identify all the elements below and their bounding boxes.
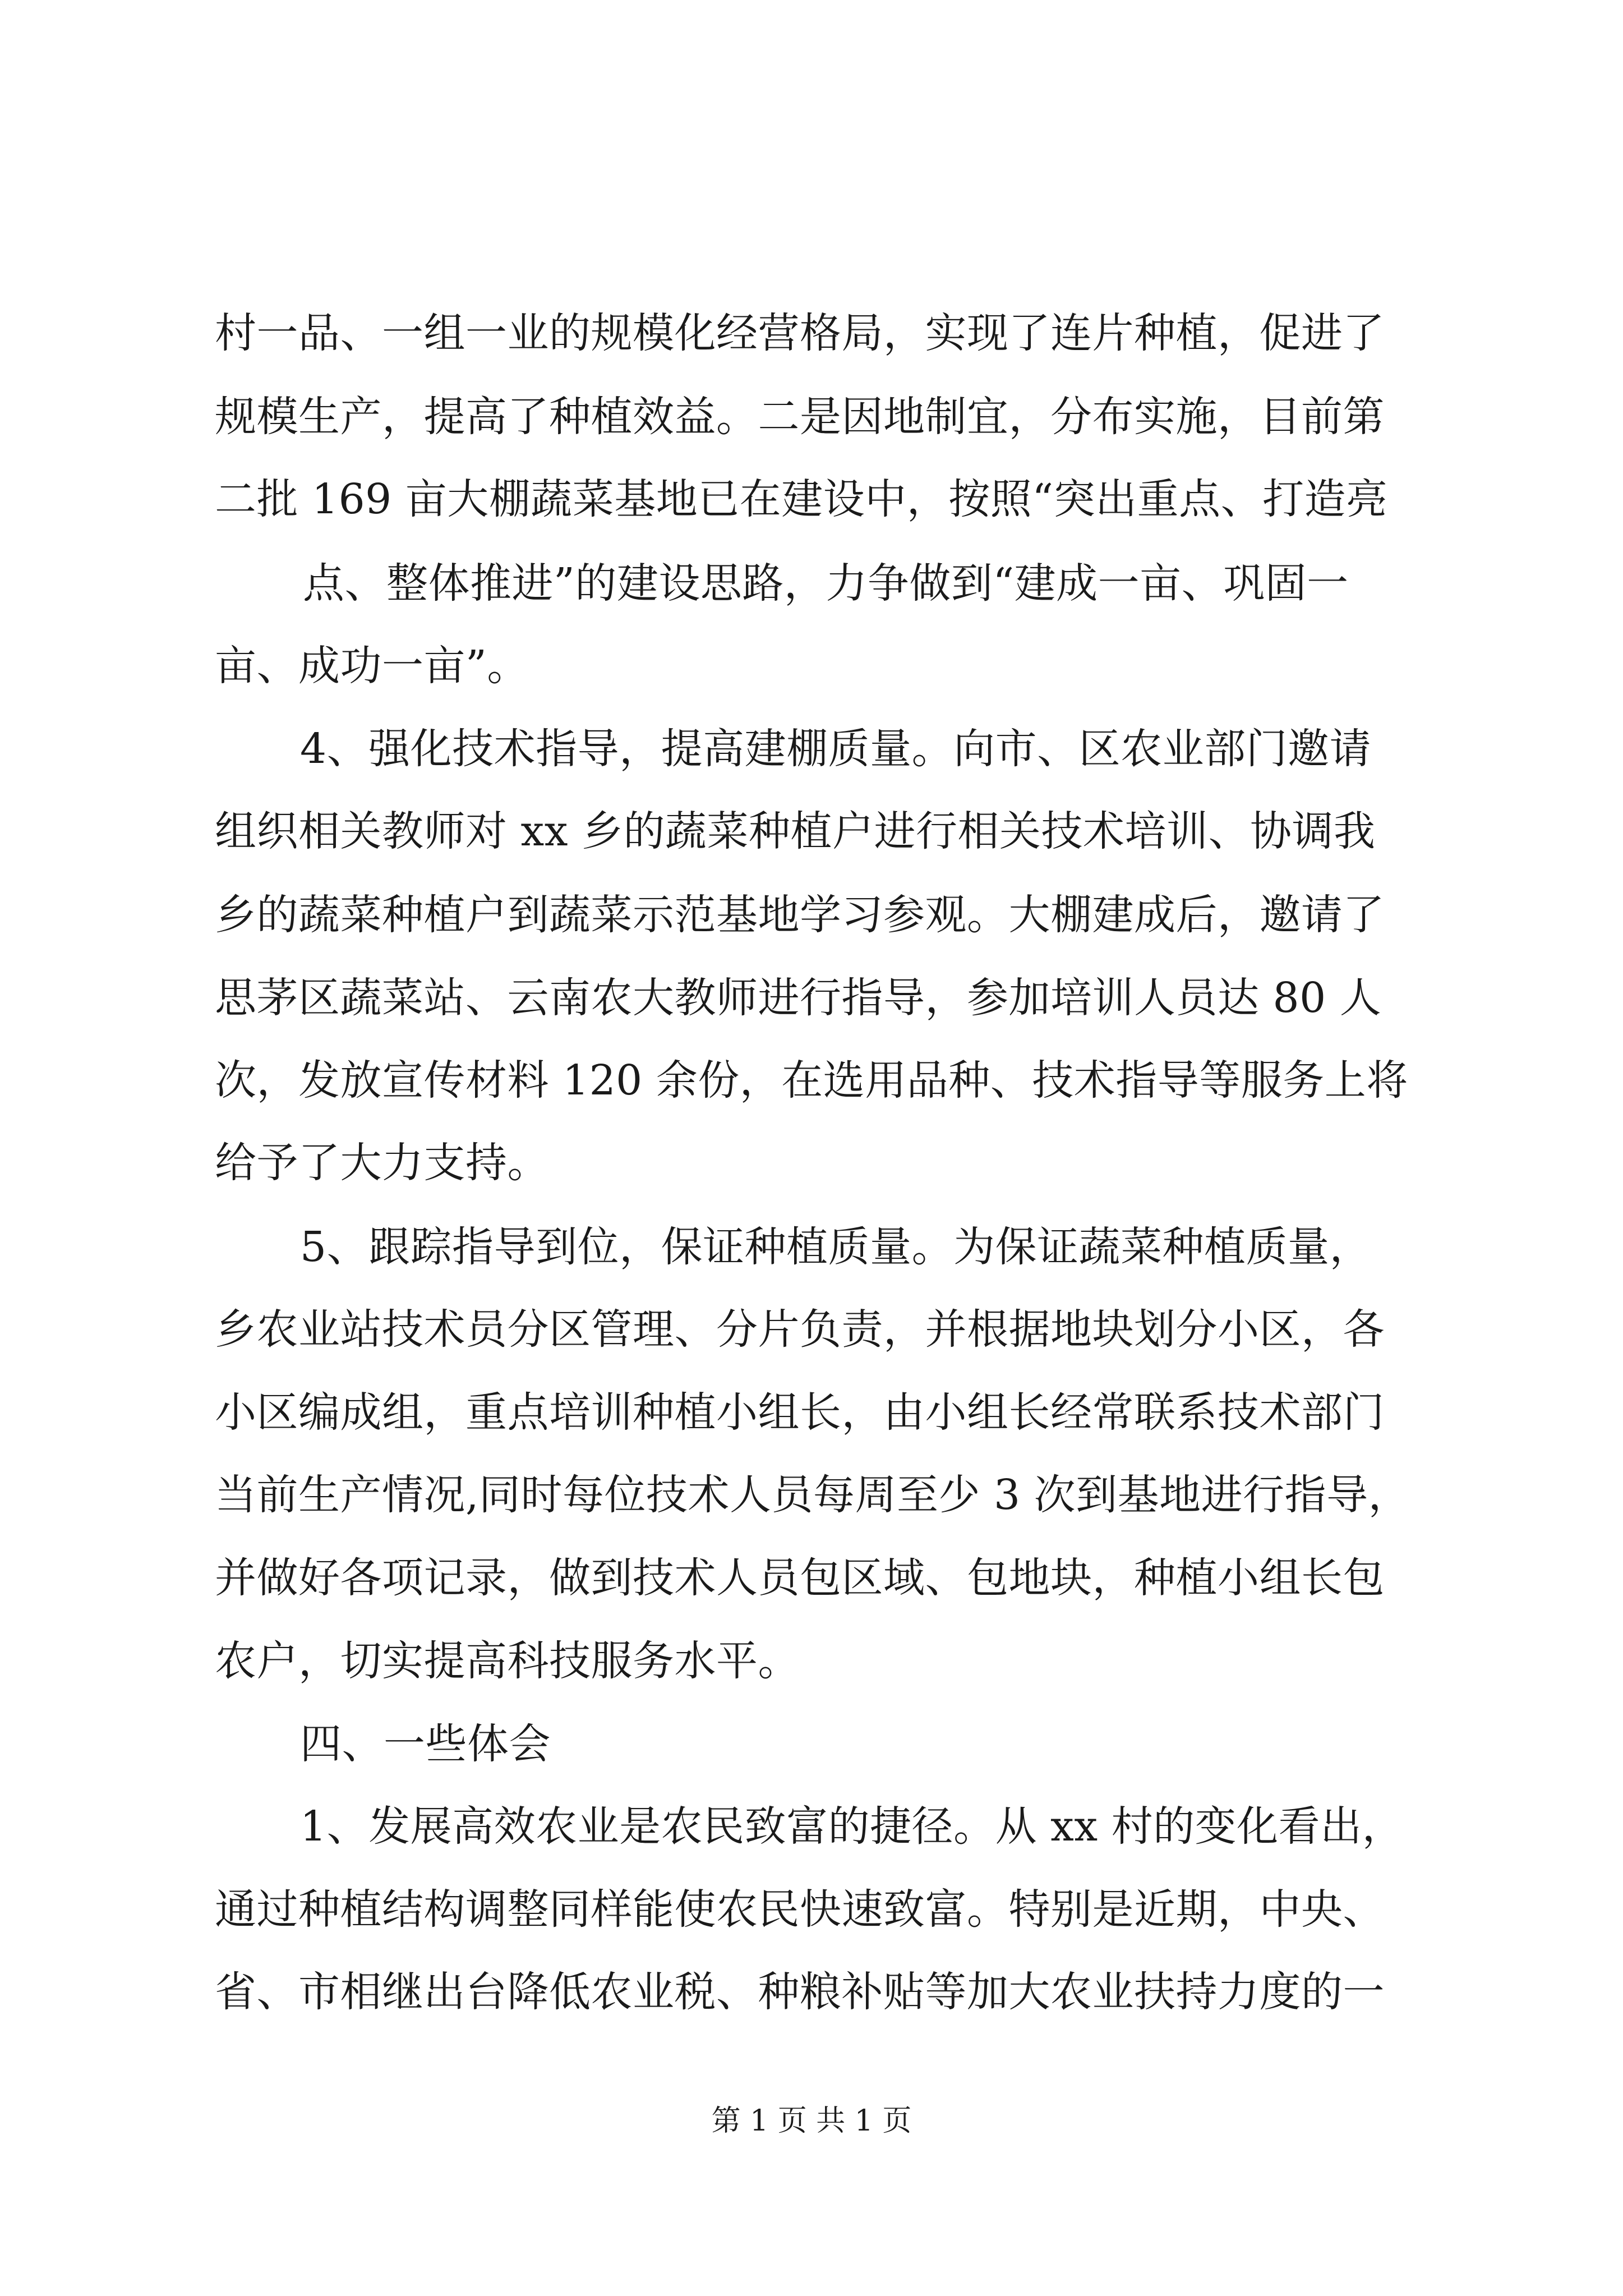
body-text-line: 二批 169 亩大棚蔬菜基地已在建设中，按照“突出重点、打造亮 [215,475,1388,523]
body-text-line: 思茅区蔬菜站、云南农大教师进行指导，参加培训人员达 80 人 [215,974,1382,1022]
body-text-line: 省、市相继出台降低农业税、种粮补贴等加大农业扶持力度的一 [215,1968,1385,2016]
body-text-line: 亩、成功一亩”。 [215,642,529,690]
paragraph-first-line: 4、强化技术指导，提高建棚质量。向市、区农业部门邀请 [300,725,1372,773]
paragraph-first-line: 1、发展高效农业是农民致富的捷径。从 xx 村的变化看出， [300,1802,1404,1851]
body-text-line: 乡农业站技术员分区管理、分片负责，并根据地块划分小区，各 [215,1305,1385,1354]
body-text-line: 农户，切实提高科技服务水平。 [215,1637,800,1685]
paragraph-first-line: 5、跟踪指导到位，保证种植质量。为保证蔬菜种植质量， [300,1223,1372,1271]
body-text-line: 通过种植结构调整同样能使农民快速致富。特别是近期，中央、 [215,1885,1385,1934]
body-text-line: 并做好各项记录，做到技术人员包区域、包地块，种植小组长包 [215,1554,1385,1602]
body-text-line: 乡的蔬菜种植户到蔬菜示范基地学习参观。大棚建成后，邀请了 [215,891,1385,939]
body-text-line: 规模生产，提高了种植效益。二是因地制宜，分布实施，目前第 [215,393,1385,441]
body-text-line: 组织相关教师对 xx 乡的蔬菜种植户进行相关技术培训、协调我 [215,807,1376,855]
page-number-footer: 第 1 页 共 1 页 [711,2104,912,2138]
body-text-line: 给予了大力支持。 [215,1139,549,1187]
body-text-line: 次，发放宣传材料 120 余份，在选用品种、技术指导等服务上将 [215,1056,1408,1105]
body-text-line: 村一品、一组一业的规模化经营格局，实现了连片种植，促进了 [215,309,1385,357]
body-text-line: 当前生产情况,同时每位技术人员每周至少 3 次到基地进行指导， [215,1471,1410,1519]
section-heading: 四、一些体会 [300,1720,551,1768]
body-text-line: 点、整体推进”的建设思路，力争做到“建成一亩、巩固一 [303,559,1349,608]
body-text-line: 小区编成组，重点培训种植小组长，由小组长经常联系技术部门 [215,1388,1385,1437]
